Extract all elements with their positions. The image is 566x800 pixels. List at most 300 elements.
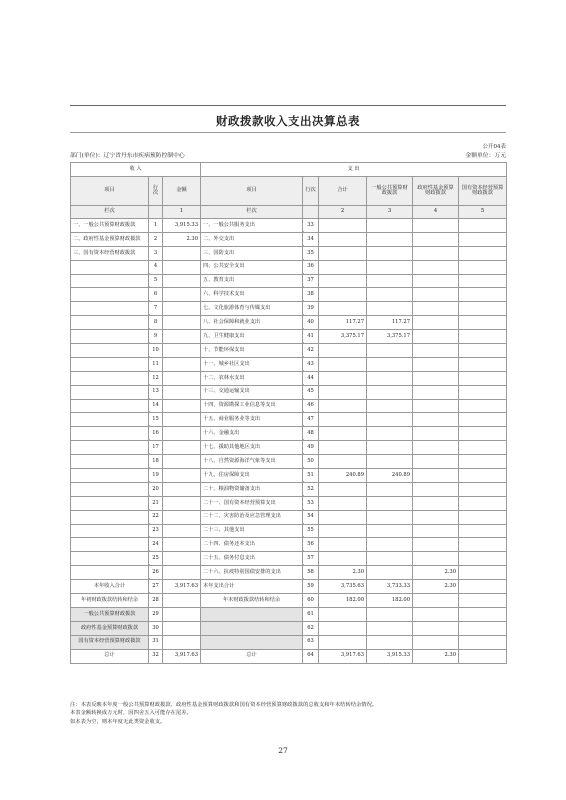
state-amount-cell xyxy=(459,621,507,635)
general-amount-cell: 3,915.33 xyxy=(367,649,413,663)
total-amount-cell xyxy=(319,219,367,233)
total-amount-cell: 3,917.63 xyxy=(319,649,367,663)
income-line-cell: 27 xyxy=(149,580,163,594)
expense-item-header: 项目 xyxy=(201,177,303,206)
expense-line-cell: 59 xyxy=(303,580,319,594)
income-amount-cell xyxy=(163,399,201,413)
fund-amount-cell xyxy=(413,621,459,635)
income-amount-cell xyxy=(163,330,201,344)
income-amount-cell xyxy=(163,413,201,427)
expense-line-cell: 62 xyxy=(303,621,319,635)
income-amount-cell xyxy=(163,316,201,330)
income-line-cell: 23 xyxy=(149,524,163,538)
income-amount-cell xyxy=(163,566,201,580)
expense-line-cell: 38 xyxy=(303,288,319,302)
income-line-cell: 12 xyxy=(149,371,163,385)
income-item-cell: 政府性基金预算财政拨款 xyxy=(71,621,149,635)
state-amount-cell xyxy=(459,510,507,524)
table-row xyxy=(71,413,507,427)
income-line-cell: 6 xyxy=(149,288,163,302)
general-budget-header: 一般公共预算财政拨款 xyxy=(367,177,413,206)
expense-column-label: 栏次 xyxy=(201,206,303,219)
income-item-cell: 三、国有资本经营财政拨款 xyxy=(71,246,149,260)
income-item-cell xyxy=(71,566,149,580)
income-amount-cell xyxy=(163,344,201,358)
income-item-cell xyxy=(71,302,149,316)
state-amount-cell xyxy=(459,482,507,496)
income-amount-cell xyxy=(163,524,201,538)
column-number-4: 4 xyxy=(413,206,459,219)
expense-item-cell: 二十、粮油物资储备支出 xyxy=(201,482,303,496)
income-line-cell: 8 xyxy=(149,316,163,330)
table-row xyxy=(71,316,507,330)
state-amount-cell xyxy=(459,607,507,621)
table-row xyxy=(71,607,507,621)
state-amount-cell xyxy=(459,496,507,510)
general-amount-cell xyxy=(367,219,413,233)
total-amount-cell xyxy=(319,635,367,649)
note-line: 如本表为空，则本年度无此类资金收支。 xyxy=(70,718,166,725)
expense-line-cell: 40 xyxy=(303,316,319,330)
state-amount-cell xyxy=(459,524,507,538)
state-capital-header: 国有资本经营预算财政拨款 xyxy=(459,177,507,206)
income-item-cell xyxy=(71,469,149,483)
table-row xyxy=(71,482,507,496)
expense-line-header: 行次 xyxy=(303,177,319,206)
total-amount-cell xyxy=(319,538,367,552)
general-amount-cell xyxy=(367,635,413,649)
income-amount-cell xyxy=(163,246,201,260)
expense-line-cell: 58 xyxy=(303,566,319,580)
income-line-cell: 26 xyxy=(149,566,163,580)
income-item-cell: 本年收入合计 xyxy=(71,580,149,594)
general-amount-cell xyxy=(367,427,413,441)
fund-amount-cell xyxy=(413,385,459,399)
general-amount-cell xyxy=(367,385,413,399)
income-amount-cell xyxy=(163,538,201,552)
general-amount-cell xyxy=(367,510,413,524)
table-row xyxy=(71,552,507,566)
income-item-cell: 一、一般公共预算财政拨款 xyxy=(71,219,149,233)
general-amount-cell xyxy=(367,621,413,635)
table-row xyxy=(71,357,507,371)
general-amount-cell xyxy=(367,246,413,260)
column-number-3: 3 xyxy=(367,206,413,219)
income-amount-cell xyxy=(163,552,201,566)
expense-line-cell: 52 xyxy=(303,482,319,496)
notes xyxy=(70,701,506,726)
total-amount-cell: 182.00 xyxy=(319,594,367,608)
income-line-cell: 9 xyxy=(149,330,163,344)
income-item-cell: 国有资本经营预算财政拨款 xyxy=(71,635,149,649)
income-line-cell: 11 xyxy=(149,357,163,371)
income-item-cell: 二、政府性基金预算财政拨款 xyxy=(71,232,149,246)
table-row xyxy=(71,330,507,344)
note-line: 注：本表反映本年度一般公共预算财政拨款、政府性基金预算财政拨款和国有资本经营预算财政拨款的总收支和年末结转结余情况。 xyxy=(70,702,378,708)
fund-amount-cell xyxy=(413,455,459,469)
income-line-cell: 5 xyxy=(149,274,163,288)
fund-amount-cell xyxy=(413,316,459,330)
general-amount-cell: 182.00 xyxy=(367,594,413,608)
total-amount-cell: 3,735.63 xyxy=(319,580,367,594)
income-line-cell: 32 xyxy=(149,649,163,663)
expense-item-cell xyxy=(201,635,303,649)
income-line-cell: 17 xyxy=(149,441,163,455)
fund-amount-cell xyxy=(413,260,459,274)
general-amount-cell xyxy=(367,482,413,496)
general-amount-cell xyxy=(367,399,413,413)
expense-item-cell: 二十四、债务还本支出 xyxy=(201,538,303,552)
income-item-cell xyxy=(71,455,149,469)
expense-item-cell: 五、教育支出 xyxy=(201,274,303,288)
total-amount-cell: 3,375.17 xyxy=(319,330,367,344)
fund-amount-cell xyxy=(413,552,459,566)
general-amount-cell: 117.27 xyxy=(367,316,413,330)
table-row xyxy=(71,344,507,358)
fund-amount-cell xyxy=(413,427,459,441)
expense-item-cell: 十、节能环保支出 xyxy=(201,344,303,358)
income-line-cell: 24 xyxy=(149,538,163,552)
income-amount-cell xyxy=(163,427,201,441)
column-number-2: 2 xyxy=(319,206,367,219)
expense-item-cell: 十三、交通运输支出 xyxy=(201,385,303,399)
income-line-cell: 7 xyxy=(149,302,163,316)
general-amount-cell xyxy=(367,232,413,246)
income-item-cell xyxy=(71,524,149,538)
income-item-cell: 年初财政拨款结转和结余 xyxy=(71,594,149,608)
income-line-cell: 28 xyxy=(149,594,163,608)
general-amount-cell xyxy=(367,371,413,385)
income-amount-cell: 3,917.63 xyxy=(163,580,201,594)
expense-line-cell: 55 xyxy=(303,524,319,538)
income-amount-cell xyxy=(163,357,201,371)
income-item-cell xyxy=(71,330,149,344)
table-row xyxy=(71,399,507,413)
expense-header: 支 出 xyxy=(201,163,507,177)
state-amount-cell xyxy=(459,232,507,246)
state-amount-cell xyxy=(459,357,507,371)
expense-line-cell: 49 xyxy=(303,441,319,455)
fund-amount-cell xyxy=(413,219,459,233)
income-amount-cell xyxy=(163,621,201,635)
fund-amount-cell xyxy=(413,357,459,371)
total-header: 合计 xyxy=(319,177,367,206)
income-item-cell xyxy=(71,510,149,524)
income-amount-cell xyxy=(163,469,201,483)
expense-line-cell: 60 xyxy=(303,594,319,608)
unit-label: 金额单位：万元 xyxy=(465,153,506,159)
expense-item-cell: 十九、住房保障支出 xyxy=(201,469,303,483)
general-amount-cell xyxy=(367,357,413,371)
table-row xyxy=(71,469,507,483)
income-line-cell: 21 xyxy=(149,496,163,510)
state-amount-cell xyxy=(459,344,507,358)
income-item-cell xyxy=(71,385,149,399)
total-amount-cell xyxy=(319,344,367,358)
general-amount-cell xyxy=(367,496,413,510)
expense-line-cell: 53 xyxy=(303,496,319,510)
income-item-cell xyxy=(71,427,149,441)
note-line: 本表金额转换成万元时，因四舍五入可能存在尾差。 xyxy=(70,710,192,717)
income-line-cell: 13 xyxy=(149,385,163,399)
table-row xyxy=(71,302,507,316)
state-amount-cell xyxy=(459,594,507,608)
general-amount-cell xyxy=(367,302,413,316)
expense-item-cell: 二十五、债务付息支出 xyxy=(201,552,303,566)
expense-line-cell: 37 xyxy=(303,274,319,288)
fund-amount-cell xyxy=(413,524,459,538)
general-amount-cell xyxy=(367,288,413,302)
state-amount-cell xyxy=(459,469,507,483)
general-amount-cell xyxy=(367,607,413,621)
total-amount-cell xyxy=(319,482,367,496)
income-line-cell: 25 xyxy=(149,552,163,566)
income-item-header: 项目 xyxy=(71,177,149,206)
income-line-cell: 1 xyxy=(149,219,163,233)
fund-amount-cell xyxy=(413,302,459,316)
income-line-cell: 19 xyxy=(149,469,163,483)
income-amount-cell xyxy=(163,288,201,302)
expense-item-cell: 一、一般公共服务支出 xyxy=(201,219,303,233)
state-amount-cell xyxy=(459,246,507,260)
fund-amount-cell: 2.30 xyxy=(413,566,459,580)
expense-item-cell: 十七、援助其他地区支出 xyxy=(201,441,303,455)
expense-line-cell: 51 xyxy=(303,469,319,483)
income-item-cell xyxy=(71,441,149,455)
expense-line-cell: 57 xyxy=(303,552,319,566)
income-amount-cell: 3,917.63 xyxy=(163,649,201,663)
income-line-header: 行次 xyxy=(149,177,163,206)
state-amount-cell xyxy=(459,371,507,385)
expense-line-cell: 34 xyxy=(303,232,319,246)
fund-amount-cell xyxy=(413,482,459,496)
income-amount-cell xyxy=(163,510,201,524)
state-amount-cell xyxy=(459,413,507,427)
table-row xyxy=(71,621,507,635)
income-amount-cell: 3,915.33 xyxy=(163,219,201,233)
state-amount-cell xyxy=(459,427,507,441)
fund-amount-cell xyxy=(413,496,459,510)
total-amount-cell xyxy=(319,621,367,635)
general-amount-cell xyxy=(367,274,413,288)
expense-item-cell: 十六、金融支出 xyxy=(201,427,303,441)
income-amount-cell xyxy=(163,482,201,496)
table-row xyxy=(71,580,507,594)
income-item-cell xyxy=(71,344,149,358)
fund-amount-cell xyxy=(413,371,459,385)
expense-item-cell: 二十六、抗疫特别国债安排的支出 xyxy=(201,566,303,580)
state-amount-cell xyxy=(459,219,507,233)
page-title: 财政拨款收入支出决算总表 xyxy=(216,114,360,128)
expense-line-cell: 35 xyxy=(303,246,319,260)
expense-item-cell: 十二、农林水支出 xyxy=(201,371,303,385)
general-amount-cell xyxy=(367,552,413,566)
expense-line-cell: 33 xyxy=(303,219,319,233)
income-line-cell: 29 xyxy=(149,607,163,621)
title-top-rule xyxy=(70,105,506,106)
state-amount-cell xyxy=(459,288,507,302)
state-amount-cell xyxy=(459,649,507,663)
budget-table xyxy=(70,162,507,664)
state-amount-cell xyxy=(459,566,507,580)
state-amount-cell xyxy=(459,441,507,455)
fund-amount-cell xyxy=(413,246,459,260)
income-amount-cell xyxy=(163,496,201,510)
general-amount-cell: 3,375.17 xyxy=(367,330,413,344)
income-line-cell: 22 xyxy=(149,510,163,524)
total-amount-cell: 117.27 xyxy=(319,316,367,330)
expense-line-cell: 50 xyxy=(303,455,319,469)
general-amount-cell xyxy=(367,344,413,358)
table-row xyxy=(71,524,507,538)
expense-item-cell: 本年支出合计 xyxy=(201,580,303,594)
total-amount-cell xyxy=(319,232,367,246)
income-item-cell xyxy=(71,357,149,371)
fund-amount-cell xyxy=(413,344,459,358)
fund-amount-cell xyxy=(413,635,459,649)
income-amount-cell xyxy=(163,635,201,649)
total-amount-cell xyxy=(319,274,367,288)
fund-amount-cell xyxy=(413,594,459,608)
fund-amount-cell xyxy=(413,441,459,455)
income-line-cell: 15 xyxy=(149,413,163,427)
general-amount-cell xyxy=(367,441,413,455)
expense-line-cell: 39 xyxy=(303,302,319,316)
total-amount-cell xyxy=(319,302,367,316)
expense-item-cell: 三、国防支出 xyxy=(201,246,303,260)
total-amount-cell xyxy=(319,413,367,427)
total-amount-cell xyxy=(319,441,367,455)
table-row xyxy=(71,219,507,233)
income-line-cell: 18 xyxy=(149,455,163,469)
income-line-cell: 4 xyxy=(149,260,163,274)
total-amount-cell xyxy=(319,510,367,524)
expense-line-cell: 44 xyxy=(303,371,319,385)
income-item-cell xyxy=(71,538,149,552)
expense-item-cell: 二十一、国有资本经营预算支出 xyxy=(201,496,303,510)
expense-line-cell: 41 xyxy=(303,330,319,344)
table-body xyxy=(71,219,507,664)
table-row xyxy=(71,385,507,399)
income-item-cell xyxy=(71,260,149,274)
expense-item-cell: 七、文化旅游体育与传媒支出 xyxy=(201,302,303,316)
income-item-cell xyxy=(71,413,149,427)
expense-line-cell: 42 xyxy=(303,344,319,358)
expense-line-cell: 56 xyxy=(303,538,319,552)
fund-amount-cell xyxy=(413,274,459,288)
income-item-cell xyxy=(71,399,149,413)
fund-amount-cell xyxy=(413,399,459,413)
income-amount-cell xyxy=(163,455,201,469)
expense-line-cell: 63 xyxy=(303,635,319,649)
total-amount-cell xyxy=(319,427,367,441)
income-line-cell: 16 xyxy=(149,427,163,441)
total-amount-cell xyxy=(319,552,367,566)
state-amount-cell xyxy=(459,635,507,649)
fund-amount-cell xyxy=(413,232,459,246)
expense-item-cell: 四、公共安全支出 xyxy=(201,260,303,274)
expense-line-cell: 61 xyxy=(303,607,319,621)
table-row xyxy=(71,496,507,510)
income-amount-cell xyxy=(163,594,201,608)
income-item-cell xyxy=(71,288,149,302)
general-amount-cell xyxy=(367,524,413,538)
expense-item-cell: 十一、城乡社区支出 xyxy=(201,357,303,371)
expense-line-cell: 54 xyxy=(303,510,319,524)
income-item-cell xyxy=(71,482,149,496)
expense-item-cell: 总计 xyxy=(201,649,303,663)
table-row xyxy=(71,371,507,385)
income-amount-cell xyxy=(163,607,201,621)
income-item-cell xyxy=(71,496,149,510)
income-amount-cell xyxy=(163,274,201,288)
table-row xyxy=(71,288,507,302)
general-amount-cell: 240.89 xyxy=(367,469,413,483)
state-amount-cell xyxy=(459,385,507,399)
table-row xyxy=(71,274,507,288)
total-amount-cell xyxy=(319,524,367,538)
income-amount-header: 金额 xyxy=(163,177,201,206)
state-amount-cell xyxy=(459,316,507,330)
total-amount-cell xyxy=(319,607,367,621)
table-row xyxy=(71,566,507,580)
income-line-cell: 20 xyxy=(149,482,163,496)
table-row xyxy=(71,510,507,524)
income-amount-cell xyxy=(163,260,201,274)
total-amount-cell xyxy=(319,399,367,413)
column-number-5: 5 xyxy=(459,206,507,219)
title-bottom-rule xyxy=(70,132,506,133)
expense-item-cell: 十八、自然资源海洋气象等支出 xyxy=(201,455,303,469)
income-amount-cell xyxy=(163,371,201,385)
expense-line-cell: 64 xyxy=(303,649,319,663)
total-amount-cell xyxy=(319,357,367,371)
fund-amount-cell xyxy=(413,330,459,344)
state-amount-cell xyxy=(459,552,507,566)
total-amount-cell xyxy=(319,496,367,510)
expense-item-cell: 二十三、其他支出 xyxy=(201,524,303,538)
table-row xyxy=(71,649,507,663)
income-item-cell xyxy=(71,274,149,288)
state-amount-cell xyxy=(459,455,507,469)
state-amount-cell xyxy=(459,538,507,552)
income-header: 收 入 xyxy=(71,163,201,177)
fund-amount-cell xyxy=(413,510,459,524)
income-line-cell: 10 xyxy=(149,344,163,358)
expense-line-cell: 47 xyxy=(303,413,319,427)
state-amount-cell xyxy=(459,274,507,288)
general-amount-cell xyxy=(367,260,413,274)
expense-line-cell: 48 xyxy=(303,427,319,441)
table-row xyxy=(71,538,507,552)
state-amount-cell xyxy=(459,302,507,316)
income-item-cell: 总计 xyxy=(71,649,149,663)
expense-item-cell: 六、科学技术支出 xyxy=(201,288,303,302)
expense-item-cell xyxy=(201,607,303,621)
income-line-cell: 14 xyxy=(149,399,163,413)
income-amount-cell xyxy=(163,441,201,455)
income-amount-cell: 2.30 xyxy=(163,232,201,246)
expense-item-cell: 十四、资源勘探工业信息等支出 xyxy=(201,399,303,413)
table-row xyxy=(71,635,507,649)
table-row xyxy=(71,594,507,608)
expense-item-cell xyxy=(201,621,303,635)
income-line-cell: 3 xyxy=(149,246,163,260)
column-number-1: 1 xyxy=(163,206,201,219)
income-line-cell: 30 xyxy=(149,621,163,635)
total-amount-cell xyxy=(319,260,367,274)
total-amount-cell: 2.30 xyxy=(319,566,367,580)
